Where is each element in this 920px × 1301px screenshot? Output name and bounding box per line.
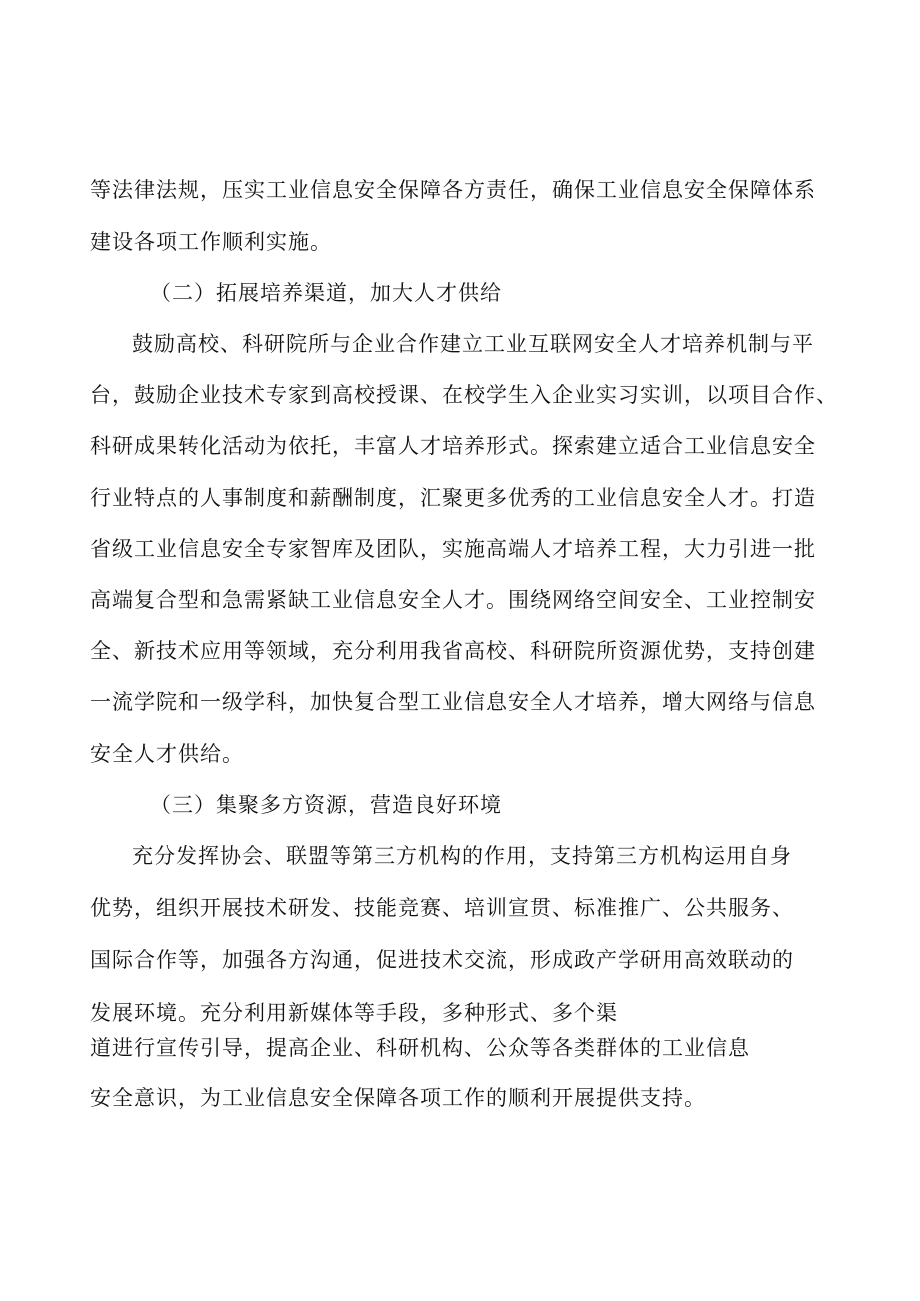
text-line-5: 台，鼓励企业技术专家到高校授课、在校学生入企业实习实训，以项目合作、: [90, 383, 838, 407]
text-line-4: 鼓励高校、科研院所与企业合作建立工业互联网安全人才培养机制与平: [132, 332, 814, 356]
section-heading-3: （三）集聚多方资源，营造良好环境: [150, 793, 502, 817]
text-line-7: 行业特点的人事制度和薪酬制度，汇聚更多优秀的工业信息安全人才。打造: [90, 486, 816, 510]
text-line-16: 国际合作等，加强各方沟通，促进技术交流，形成政产学研用高效联动的: [90, 948, 794, 972]
text-line-11: 一流学院和一级学科，加快复合型工业信息安全人才培养，增大网络与信息: [90, 690, 816, 714]
text-line-8: 省级工业信息安全专家智库及团队，实施高端人才培养工程，大力引进一批: [90, 537, 816, 561]
text-line-2: 建设各项工作顺利实施。: [90, 230, 332, 254]
text-line-10: 全、新技术应用等领域，充分利用我省高校、科研院所资源优势，支持创建: [90, 639, 816, 663]
text-line-9: 高端复合型和急需紧缺工业信息安全人才。围绕网络空间安全、工业控制安: [90, 588, 816, 612]
text-line-12: 安全人才供给。: [90, 742, 244, 766]
section-heading-2: （二）拓展培养渠道，加大人才供给: [150, 281, 502, 305]
text-line-6: 科研成果转化活动为依托，丰富人才培养形式。探索建立适合工业信息安全: [90, 434, 816, 458]
text-line-1: 等法律法规，压实工业信息安全保障各方责任，确保工业信息安全保障体系: [90, 178, 816, 202]
text-line-19: 安全意识，为工业信息安全保障各项工作的顺利开展提供支持。: [90, 1086, 706, 1110]
text-line-18: 道进行宣传引导，提高企业、科研机构、公众等各类群体的工业信息: [90, 1036, 750, 1060]
text-line-15: 优势，组织开展技术研发、技能竞赛、培训宣贯、标准推广、公共服务、: [90, 896, 794, 920]
text-line-17: 发展环境。充分利用新媒体等手段，多种形式、多个渠: [90, 1001, 618, 1025]
text-line-14: 充分发挥协会、联盟等第三方机构的作用，支持第三方机构运用自身: [132, 844, 792, 868]
